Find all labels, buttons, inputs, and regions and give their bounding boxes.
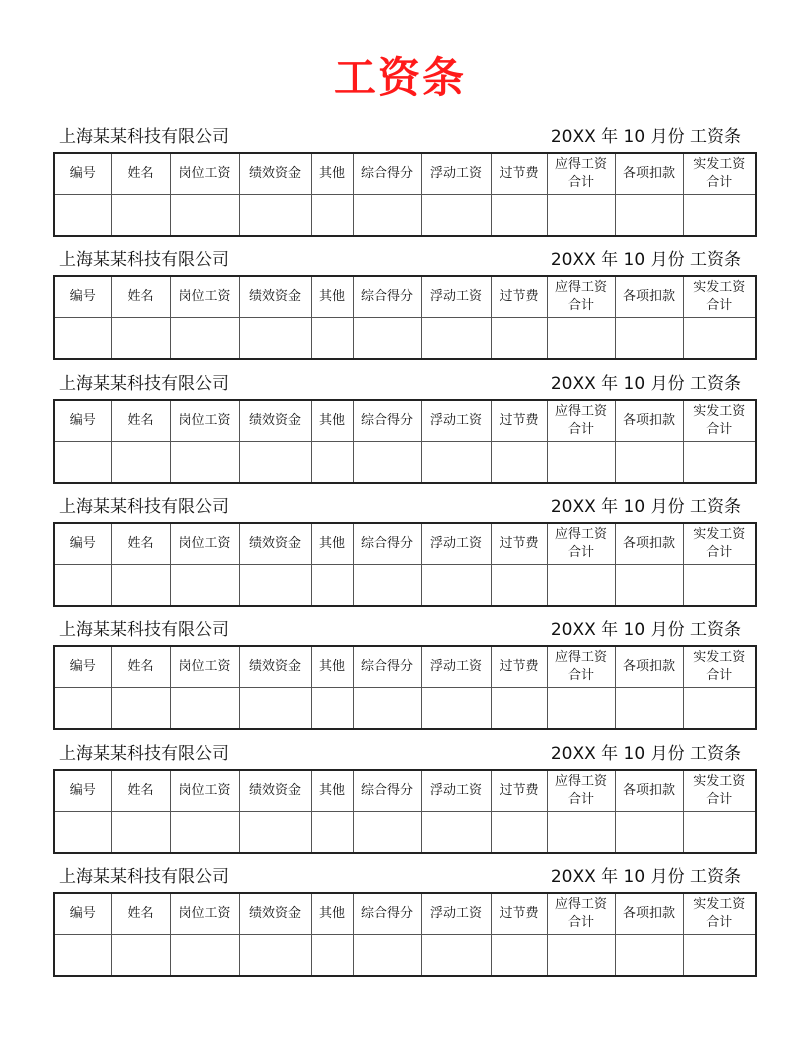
value-cell[interactable]	[111, 688, 170, 730]
value-cell[interactable]	[353, 318, 421, 360]
value-cell[interactable]	[54, 195, 111, 237]
value-cell[interactable]	[170, 688, 239, 730]
value-cell[interactable]	[547, 688, 615, 730]
value-cell[interactable]	[683, 318, 756, 360]
table-row	[54, 565, 756, 607]
column-header: 综合得分	[353, 646, 421, 688]
pay-period: 20XX 年 10 月份 工资条	[550, 127, 741, 147]
value-cell[interactable]	[54, 442, 111, 484]
column-header: 浮动工资	[421, 893, 491, 935]
value-cell[interactable]	[111, 935, 170, 977]
pay-period: 20XX 年 10 月份 工资条	[550, 620, 741, 640]
value-cell[interactable]	[615, 318, 683, 360]
column-header: 姓名	[111, 770, 170, 812]
value-cell[interactable]	[311, 935, 353, 977]
column-header: 应得工资 合计	[547, 893, 615, 935]
value-cell[interactable]	[353, 935, 421, 977]
column-header: 岗位工资	[170, 770, 239, 812]
column-header: 姓名	[111, 153, 170, 195]
column-header: 浮动工资	[421, 770, 491, 812]
column-header: 实发工资 合计	[683, 276, 756, 318]
column-header: 绩效资金	[239, 523, 311, 565]
payslip	[53, 743, 755, 854]
value-cell[interactable]	[421, 318, 491, 360]
column-header: 过节费	[491, 646, 547, 688]
value-cell[interactable]	[111, 318, 170, 360]
column-header: 编号	[54, 523, 111, 565]
value-cell[interactable]	[683, 442, 756, 484]
value-cell[interactable]	[421, 442, 491, 484]
value-cell[interactable]	[170, 442, 239, 484]
header-row	[54, 523, 756, 565]
column-header: 各项扣款	[615, 276, 683, 318]
value-cell[interactable]	[683, 565, 756, 607]
column-header: 综合得分	[353, 153, 421, 195]
company-name: 上海某某科技有限公司	[59, 497, 229, 517]
column-header: 各项扣款	[615, 400, 683, 442]
value-cell[interactable]	[491, 565, 547, 607]
value-cell[interactable]	[111, 565, 170, 607]
column-header: 各项扣款	[615, 523, 683, 565]
column-header: 综合得分	[353, 893, 421, 935]
column-header: 实发工资 合计	[683, 400, 756, 442]
value-cell[interactable]	[421, 812, 491, 854]
payslip-header	[53, 866, 755, 892]
value-cell[interactable]	[421, 935, 491, 977]
payslip-header	[53, 373, 755, 399]
column-header: 编号	[54, 646, 111, 688]
column-header: 姓名	[111, 893, 170, 935]
value-cell[interactable]	[311, 195, 353, 237]
value-cell[interactable]	[353, 688, 421, 730]
value-cell[interactable]	[54, 935, 111, 977]
payslip-table	[53, 152, 757, 237]
value-cell[interactable]	[615, 442, 683, 484]
table-row	[54, 688, 756, 730]
column-header: 应得工资 合计	[547, 770, 615, 812]
column-header: 岗位工资	[170, 893, 239, 935]
column-header: 绩效资金	[239, 893, 311, 935]
company-name: 上海某某科技有限公司	[59, 127, 229, 147]
value-cell[interactable]	[54, 688, 111, 730]
value-cell[interactable]	[54, 812, 111, 854]
column-header: 岗位工资	[170, 153, 239, 195]
table-row	[54, 318, 756, 360]
pay-period: 20XX 年 10 月份 工资条	[550, 867, 741, 887]
value-cell[interactable]	[239, 195, 311, 237]
pay-period: 20XX 年 10 月份 工资条	[550, 744, 741, 764]
table-row	[54, 935, 756, 977]
company-name: 上海某某科技有限公司	[59, 867, 229, 887]
column-header: 应得工资 合计	[547, 400, 615, 442]
column-header: 姓名	[111, 523, 170, 565]
table-row	[54, 812, 756, 854]
column-header: 编号	[54, 893, 111, 935]
column-header: 其他	[311, 770, 353, 812]
value-cell[interactable]	[547, 318, 615, 360]
column-header: 综合得分	[353, 276, 421, 318]
column-header: 绩效资金	[239, 770, 311, 812]
payslip-table	[53, 275, 757, 360]
value-cell[interactable]	[111, 812, 170, 854]
value-cell[interactable]	[239, 812, 311, 854]
payslip	[53, 126, 755, 237]
value-cell[interactable]	[683, 935, 756, 977]
value-cell[interactable]	[111, 195, 170, 237]
column-header: 实发工资 合计	[683, 893, 756, 935]
value-cell[interactable]	[683, 195, 756, 237]
payslip	[53, 249, 755, 360]
payslip-table	[53, 892, 757, 977]
payslip-header	[53, 249, 755, 275]
pay-period: 20XX 年 10 月份 工资条	[550, 497, 741, 517]
value-cell[interactable]	[239, 935, 311, 977]
column-header: 其他	[311, 646, 353, 688]
column-header: 各项扣款	[615, 893, 683, 935]
company-name: 上海某某科技有限公司	[59, 620, 229, 640]
payslip-header	[53, 619, 755, 645]
column-header: 绩效资金	[239, 400, 311, 442]
column-header: 实发工资 合计	[683, 153, 756, 195]
value-cell[interactable]	[239, 565, 311, 607]
column-header: 综合得分	[353, 770, 421, 812]
column-header: 绩效资金	[239, 153, 311, 195]
value-cell[interactable]	[547, 935, 615, 977]
company-name: 上海某某科技有限公司	[59, 250, 229, 270]
company-name: 上海某某科技有限公司	[59, 744, 229, 764]
column-header: 综合得分	[353, 400, 421, 442]
column-header: 岗位工资	[170, 400, 239, 442]
column-header: 姓名	[111, 276, 170, 318]
company-name: 上海某某科技有限公司	[59, 374, 229, 394]
value-cell[interactable]	[491, 935, 547, 977]
table-row	[54, 442, 756, 484]
column-header: 其他	[311, 153, 353, 195]
column-header: 编号	[54, 153, 111, 195]
value-cell[interactable]	[491, 442, 547, 484]
column-header: 绩效资金	[239, 646, 311, 688]
column-header: 过节费	[491, 893, 547, 935]
column-header: 应得工资 合计	[547, 646, 615, 688]
column-header: 其他	[311, 276, 353, 318]
pay-period: 20XX 年 10 月份 工资条	[550, 250, 741, 270]
value-cell[interactable]	[353, 812, 421, 854]
column-header: 岗位工资	[170, 276, 239, 318]
value-cell[interactable]	[170, 195, 239, 237]
value-cell[interactable]	[311, 812, 353, 854]
value-cell[interactable]	[239, 688, 311, 730]
value-cell[interactable]	[615, 812, 683, 854]
payslip	[53, 866, 755, 977]
column-header: 过节费	[491, 276, 547, 318]
column-header: 应得工资 合计	[547, 153, 615, 195]
value-cell[interactable]	[54, 565, 111, 607]
value-cell[interactable]	[421, 195, 491, 237]
value-cell[interactable]	[239, 318, 311, 360]
header-row	[54, 400, 756, 442]
column-header: 其他	[311, 523, 353, 565]
column-header: 岗位工资	[170, 646, 239, 688]
value-cell[interactable]	[615, 688, 683, 730]
value-cell[interactable]	[491, 688, 547, 730]
value-cell[interactable]	[353, 195, 421, 237]
header-row	[54, 153, 756, 195]
payslip-table	[53, 522, 757, 607]
payslip-table	[53, 645, 757, 730]
value-cell[interactable]	[491, 195, 547, 237]
column-header: 岗位工资	[170, 523, 239, 565]
value-cell[interactable]	[311, 688, 353, 730]
value-cell[interactable]	[491, 812, 547, 854]
value-cell[interactable]	[170, 565, 239, 607]
header-row	[54, 770, 756, 812]
value-cell[interactable]	[683, 812, 756, 854]
column-header: 综合得分	[353, 523, 421, 565]
column-header: 过节费	[491, 523, 547, 565]
column-header: 编号	[54, 400, 111, 442]
header-row	[54, 893, 756, 935]
value-cell[interactable]	[311, 318, 353, 360]
column-header: 实发工资 合计	[683, 770, 756, 812]
column-header: 实发工资 合计	[683, 523, 756, 565]
column-header: 过节费	[491, 153, 547, 195]
payslip-table	[53, 399, 757, 484]
page-title: 工资条	[333, 53, 466, 102]
column-header: 浮动工资	[421, 153, 491, 195]
column-header: 编号	[54, 276, 111, 318]
value-cell[interactable]	[170, 318, 239, 360]
value-cell[interactable]	[491, 318, 547, 360]
column-header: 应得工资 合计	[547, 276, 615, 318]
column-header: 应得工资 合计	[547, 523, 615, 565]
column-header: 过节费	[491, 400, 547, 442]
payslip-header	[53, 743, 755, 769]
value-cell[interactable]	[615, 935, 683, 977]
value-cell[interactable]	[111, 442, 170, 484]
payslip-header	[53, 496, 755, 522]
value-cell[interactable]	[547, 442, 615, 484]
column-header: 实发工资 合计	[683, 646, 756, 688]
value-cell[interactable]	[615, 195, 683, 237]
pay-period: 20XX 年 10 月份 工资条	[550, 374, 741, 394]
column-header: 过节费	[491, 770, 547, 812]
value-cell[interactable]	[547, 812, 615, 854]
value-cell[interactable]	[239, 442, 311, 484]
value-cell[interactable]	[54, 318, 111, 360]
column-header: 其他	[311, 400, 353, 442]
column-header: 其他	[311, 893, 353, 935]
column-header: 浮动工资	[421, 523, 491, 565]
table-row	[54, 195, 756, 237]
value-cell[interactable]	[311, 565, 353, 607]
payslip	[53, 619, 755, 730]
column-header: 姓名	[111, 400, 170, 442]
value-cell[interactable]	[547, 195, 615, 237]
value-cell[interactable]	[683, 688, 756, 730]
column-header: 绩效资金	[239, 276, 311, 318]
column-header: 浮动工资	[421, 276, 491, 318]
payslip-header	[53, 126, 755, 152]
value-cell[interactable]	[170, 812, 239, 854]
column-header: 姓名	[111, 646, 170, 688]
header-row	[54, 646, 756, 688]
value-cell[interactable]	[421, 688, 491, 730]
value-cell[interactable]	[311, 442, 353, 484]
value-cell[interactable]	[353, 442, 421, 484]
column-header: 各项扣款	[615, 770, 683, 812]
value-cell[interactable]	[615, 565, 683, 607]
column-header: 各项扣款	[615, 153, 683, 195]
header-row	[54, 276, 756, 318]
value-cell[interactable]	[353, 565, 421, 607]
value-cell[interactable]	[421, 565, 491, 607]
payslip	[53, 496, 755, 607]
value-cell[interactable]	[170, 935, 239, 977]
column-header: 浮动工资	[421, 400, 491, 442]
payslip-table	[53, 769, 757, 854]
value-cell[interactable]	[547, 565, 615, 607]
column-header: 编号	[54, 770, 111, 812]
payslip	[53, 373, 755, 484]
column-header: 各项扣款	[615, 646, 683, 688]
column-header: 浮动工资	[421, 646, 491, 688]
